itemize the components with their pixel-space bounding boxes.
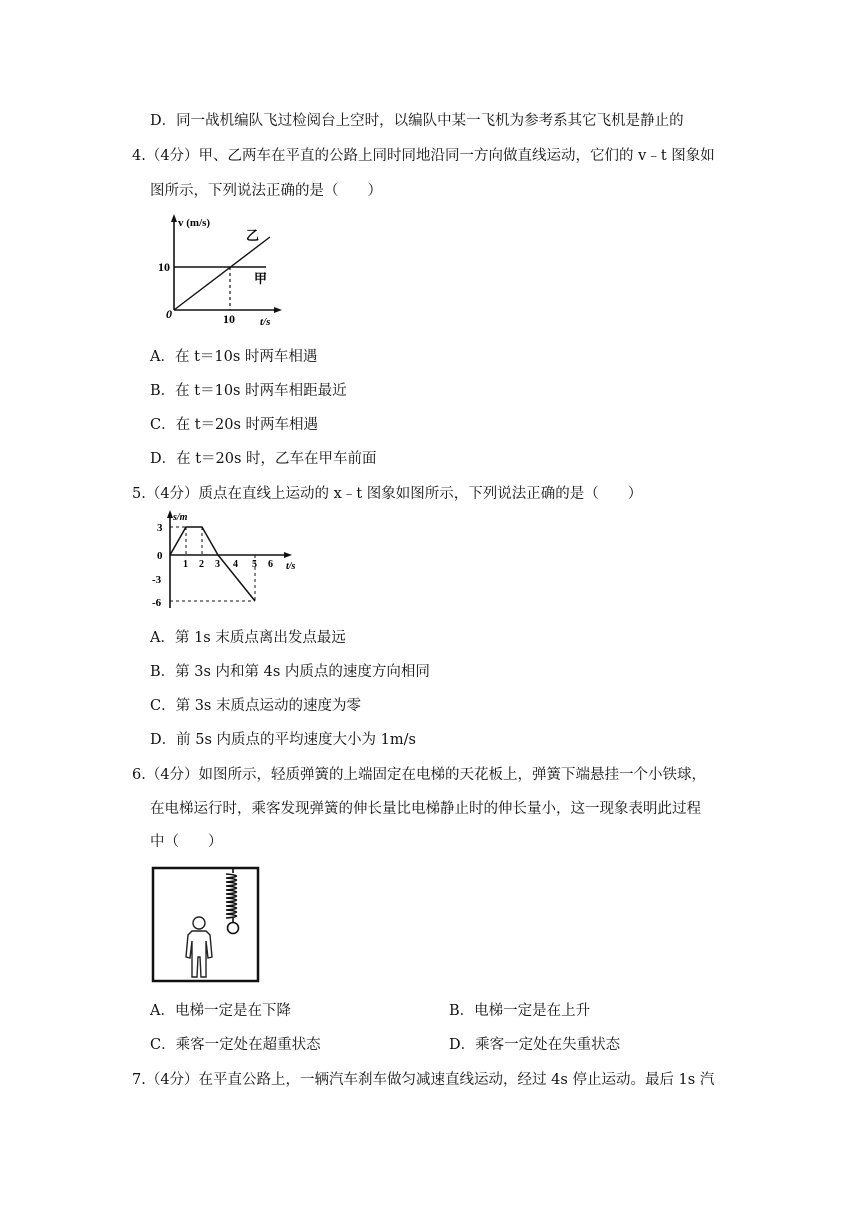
- q5-option-a: A．第 1s 末质点离出发点最远: [150, 630, 346, 646]
- q4-y-tick: 10: [158, 260, 170, 274]
- q4-stem-line1: 4.（4分）甲、乙两车在平直的公路上同时同地沿同一方向做直线运动，它们的 v﹣t 图象如: [132, 148, 715, 164]
- q5-y-axis-label: s/m: [173, 512, 188, 523]
- q4-origin-label: 0: [166, 307, 172, 321]
- q4-y-axis-label: v (m/s): [178, 217, 211, 229]
- q4-line-yi-label: 乙: [246, 228, 260, 243]
- q6-stem-line3: 中（ ）: [150, 834, 223, 850]
- q4-line-jia-label: 甲: [254, 271, 268, 286]
- q4-option-b: B．在 t＝10s 时两车相距最近: [150, 383, 347, 399]
- q4-option-a: A．在 t＝10s 时两车相遇: [150, 349, 318, 365]
- spring-icon: [226, 869, 239, 934]
- q4-x-tick: 10: [223, 312, 235, 326]
- q6-elevator-figure: [150, 865, 262, 985]
- q7-stem-line1: 7.（4分）在平直公路上，一辆汽车刹车做匀减速直线运动，经过 4s 停止运动。最后 1s 汽: [132, 1072, 715, 1088]
- q4-option-d: D．在 t＝20s 时，乙车在甲车前面: [150, 451, 377, 467]
- q5-x-axis-label: t/s: [286, 561, 296, 572]
- q5-y-tick-neg3: -3: [152, 574, 162, 586]
- q5-x-tick-5: 5: [252, 559, 257, 570]
- q5-option-d: D．前 5s 内质点的平均速度大小为 1m/s: [150, 732, 416, 748]
- q5-y-tick-neg6: -6: [152, 597, 162, 609]
- q4-vt-graph: [148, 210, 288, 330]
- q5-x-tick-2: 2: [199, 559, 204, 570]
- q4-stem-line2: 图所示，下列说法正确的是（ ）: [150, 183, 382, 199]
- q6-option-a: A．电梯一定是在下降: [150, 1003, 291, 1019]
- q6-option-d: D．乘客一定处在失重状态: [449, 1037, 621, 1053]
- q5-x-tick-1: 1: [183, 559, 188, 570]
- q5-option-b: B．第 3s 内和第 4s 内质点的速度方向相同: [150, 664, 430, 680]
- q5-x-tick-6: 6: [268, 559, 273, 570]
- q4-option-c: C．在 t＝20s 时两车相遇: [150, 417, 319, 433]
- q5-stem: 5.（4分）质点在直线上运动的 x﹣t 图象如图所示，下列说法正确的是（ ）: [132, 486, 643, 502]
- q3-option-d: D．同一战机编队飞过检阅台上空时，以编队中某一飞机为参考系其它飞机是静止的: [150, 113, 684, 129]
- q5-x-tick-4: 4: [233, 559, 238, 570]
- q5-xt-graph: [148, 508, 308, 612]
- q4-x-axis-label: t/s: [260, 316, 271, 328]
- q5-x-tick-3: 3: [215, 559, 220, 570]
- q6-stem-line1: 6.（4分）如图所示，轻质弹簧的上端固定在电梯的天花板上，弹簧下端悬挂一个小铁球，: [132, 767, 707, 783]
- q5-y-tick-3: 3: [157, 522, 163, 534]
- q5-y-tick-0: 0: [157, 550, 163, 562]
- q6-stem-line2: 在电梯运行时，乘客发现弹簧的伸长量比电梯静止时的伸长量小，这一现象表明此过程: [150, 801, 701, 817]
- passenger-icon: [186, 917, 212, 977]
- q6-option-c: C．乘客一定处在超重状态: [150, 1037, 321, 1053]
- q6-option-b: B．电梯一定是在上升: [449, 1003, 591, 1019]
- q5-option-c: C．第 3s 末质点运动的速度为零: [150, 698, 361, 714]
